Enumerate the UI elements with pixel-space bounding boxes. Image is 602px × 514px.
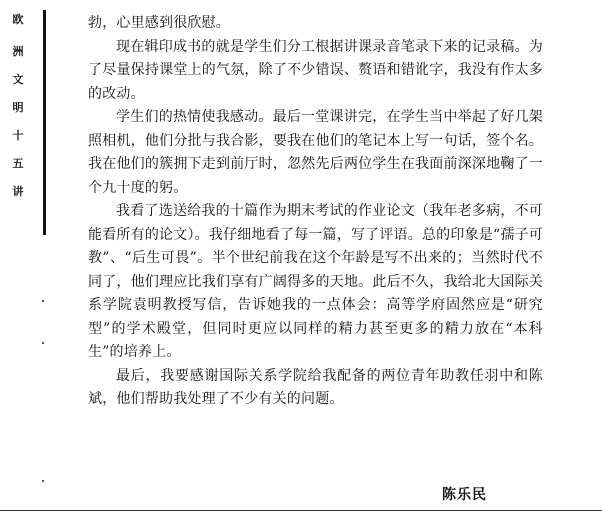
running-head-char: 明	[12, 101, 24, 114]
body-text	[88, 12, 543, 412]
paragraph-5: 最后，我要感谢国际关系学院给我配备的两位青年助教任羽中和陈斌，他们帮助我处理了不少有关的问题。	[88, 367, 543, 407]
paragraph-1: 勃，心里感到很欣慰。	[88, 15, 230, 31]
paragraph-4: 我看了选送给我的十篇作为期末考试的作业论文（我年老多病，不可能看所有的论文）。我仔细地看了每一篇，写了评语。总的印象是“孺子可教”、“后生可畏”。半个世纪前我在这个年龄是写不出来的；当然时代不同了，他们理应比我们享有广阔得多的天地。此后不久，我给北大国际关系学院袁明教授写信，告诉她我的一点体会：高等学府固然应是“研究型”的学术殿堂，但同时更应以同样的精力甚至更多的精力放在“本科生”的培养上。	[88, 203, 543, 360]
page-bottom-edge	[0, 510, 602, 511]
author-signature: 陈乐民	[442, 487, 487, 503]
running-head-char: 十	[12, 129, 24, 142]
margin-speck	[42, 342, 44, 344]
margin-rule	[43, 10, 46, 235]
margin-speck	[42, 300, 44, 302]
running-head-char: 文	[12, 73, 24, 86]
paragraph-3: 学生们的热情使我感动。最后一堂课讲完，在学生当中举起了好几架照相机，他们分批与我合影，要我在他们的笔记本上写一句话，签个名。我在他们的簇拥下走到前厅时，忽然先后两位学生在我面前深深地鞠了一个九十度的躬。	[88, 109, 543, 196]
running-head-char: 洲	[12, 45, 24, 58]
running-head-char: 欧	[12, 13, 24, 26]
running-head-char: 五	[12, 157, 24, 170]
paragraph-2: 现在辑印成书的就是学生们分工根据讲课录音笔录下来的记录稿。为了尽量保持课堂上的气氛，除了不少错误、赘语和错讹字，我没有作太多的改动。	[88, 38, 543, 102]
running-head-vertical	[6, 6, 30, 206]
running-head-char: 讲	[12, 185, 24, 198]
margin-speck	[42, 480, 44, 482]
